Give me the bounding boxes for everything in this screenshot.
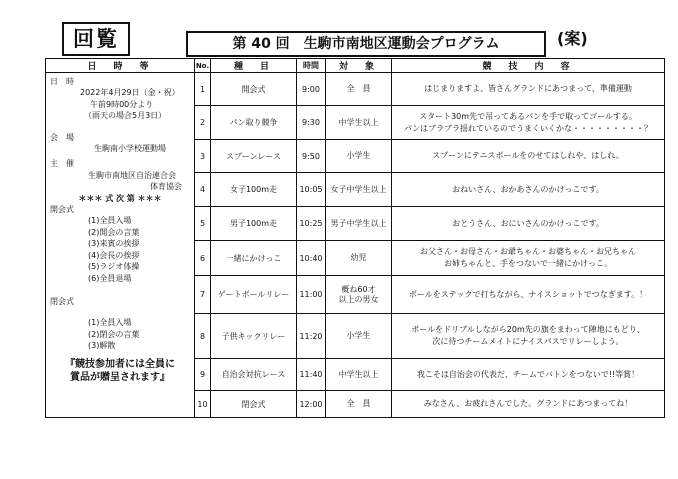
row-content: みなさん、お疲れさんでした。グランドにあつまってね！ — [392, 391, 665, 418]
closing-item-1: (1)全員入場 — [88, 318, 132, 328]
row-time: 9:30 — [297, 106, 326, 140]
target-line-2: 以上の男女 — [338, 294, 379, 304]
opening-item-4: (4)会長の挨拶 — [88, 250, 140, 260]
row-target: 中学生以上 — [326, 359, 392, 391]
row-time: 11:00 — [297, 276, 326, 314]
content-line-1: スタート30m先で吊ってあるパンを手で取ってゴールする。 — [419, 111, 637, 121]
header-time: 時間 — [297, 59, 326, 73]
program-title: 第 40 回 生駒市南地区運動会プログラム — [186, 31, 546, 57]
row-no: 2 — [195, 106, 211, 140]
event-date: 2022年4月29日（金・祝） — [80, 88, 180, 98]
content-line-2: お姉ちゃんと、手をつないで一緒にかけっこ。 — [444, 259, 612, 268]
row-content — [392, 241, 665, 276]
opening-item-6: (6)全員退場 — [88, 273, 132, 283]
table-row — [46, 73, 665, 106]
row-event: 男子100m走 — [211, 207, 297, 241]
venue: 生駒南小学校運動場 — [94, 144, 166, 154]
row-event: スプーンレース — [211, 140, 297, 173]
row-target: 中学生以上 — [326, 106, 392, 140]
program-table — [45, 58, 665, 418]
host-label: 主 催 — [50, 159, 74, 169]
row-content: おねいさん、おかあさんのかけっこです。 — [392, 173, 665, 207]
row-event: 開会式 — [211, 73, 297, 106]
header-target: 対 象 — [326, 59, 392, 73]
row-target — [326, 276, 392, 314]
row-time: 10:05 — [297, 173, 326, 207]
row-target: 男子中学生以上 — [326, 207, 392, 241]
row-target: 小学生 — [326, 314, 392, 359]
row-content: ボールをステックで打ちながら、ナイスショットでつなぎます。！ — [392, 276, 665, 314]
kairan-label: 回覧 — [62, 22, 130, 56]
row-content: おとうさん、おにいさんのかけっこです。 — [392, 207, 665, 241]
opening-item-1: (1)全員入場 — [88, 216, 132, 226]
opening-item-2: (2)開会の言葉 — [88, 227, 140, 237]
date-label: 日 時 — [50, 77, 74, 86]
row-target: 女子中学生以上 — [326, 173, 392, 207]
row-time: 9:50 — [297, 140, 326, 173]
row-event: 子供キックリレー — [211, 314, 297, 359]
content-line-1: お父さん・お母さん・お爺ちゃん・お婆ちゃん・お兄ちゃん — [420, 247, 636, 256]
draft-mark: (案) — [557, 29, 588, 48]
row-time: 11:20 — [297, 314, 326, 359]
row-no: 8 — [195, 314, 211, 359]
row-time: 10:25 — [297, 207, 326, 241]
row-content — [392, 314, 665, 359]
row-target: 全 員 — [326, 391, 392, 418]
row-no: 1 — [195, 73, 211, 106]
row-no: 9 — [195, 359, 211, 391]
row-time: 9:00 — [297, 73, 326, 106]
row-target: 幼児 — [326, 241, 392, 276]
header-event: 種 目 — [211, 59, 297, 73]
closing-label: 閉会式 — [50, 296, 74, 306]
header-no: No. — [195, 59, 211, 73]
header-row — [46, 59, 665, 73]
opening-item-3: (3)来賓の挨拶 — [88, 239, 140, 249]
event-time: 午前9時00分より — [90, 99, 154, 109]
closing-item-3: (3)解散 — [88, 341, 116, 351]
row-event: 閉会式 — [211, 391, 297, 418]
row-time: 10:40 — [297, 241, 326, 276]
ceremony-heading: ＊＊＊ 式 次 第 ＊＊＊ — [78, 193, 162, 203]
host-2: 体育協会 — [150, 182, 182, 192]
prize-note-line-1: 『競技参加者には全員に — [65, 358, 175, 370]
host-1: 生駒市南地区自治連合会 — [88, 170, 176, 180]
venue-label: 会 場 — [50, 132, 74, 142]
row-no: 6 — [195, 241, 211, 276]
row-event: パン取り競争 — [211, 106, 297, 140]
row-no: 3 — [195, 140, 211, 173]
prize-note — [50, 358, 190, 384]
row-time: 12:00 — [297, 391, 326, 418]
header-content: 競 技 内 容 — [392, 59, 665, 73]
opening-label: 開会式 — [50, 205, 74, 215]
row-target: 全 員 — [326, 73, 392, 106]
row-content — [392, 106, 665, 140]
row-content: はじまりますよ、皆さんグランドにあつまって、準備運動 — [392, 73, 665, 106]
row-content: 我こそは自治会の代表だ、チームでバトンをつないで!!等賞！ — [392, 359, 665, 391]
row-content: スプーンにテニスボールをのせてはしれや、はしれ。 — [392, 140, 665, 173]
content-line-2: パンはブラブラ揺れているのでうまくいくかな・・・・・・・・・？ — [404, 123, 652, 133]
opening-item-5: (5)ラジオ体操 — [88, 262, 140, 272]
content-line-2: 次に待つチームメイトにナイスパスでリレーしよう。 — [432, 337, 624, 346]
content-line-1: ボールをドリブルしながら20m先の旗をまわって陣地にもどり、 — [411, 325, 645, 334]
info-column — [46, 73, 195, 418]
closing-item-2: (2)閉会の言葉 — [88, 329, 140, 339]
row-time: 11:40 — [297, 359, 326, 391]
prize-note-line-2: 賞品が贈呈されます』 — [70, 371, 170, 383]
row-no: 5 — [195, 207, 211, 241]
target-line-1: 概ね60才 — [341, 284, 376, 294]
row-no: 10 — [195, 391, 211, 418]
row-target: 小学生 — [326, 140, 392, 173]
row-event: 自治会対抗レース — [211, 359, 297, 391]
row-event: 一緒にかけっこ — [211, 241, 297, 276]
row-event: ゲートボールリレー — [211, 276, 297, 314]
header-datetime: 日 時 等 — [46, 59, 195, 73]
row-event: 女子100m走 — [211, 173, 297, 207]
row-no: 7 — [195, 276, 211, 314]
rain-date: （雨天の場合5月3日） — [84, 111, 167, 121]
row-no: 4 — [195, 173, 211, 207]
